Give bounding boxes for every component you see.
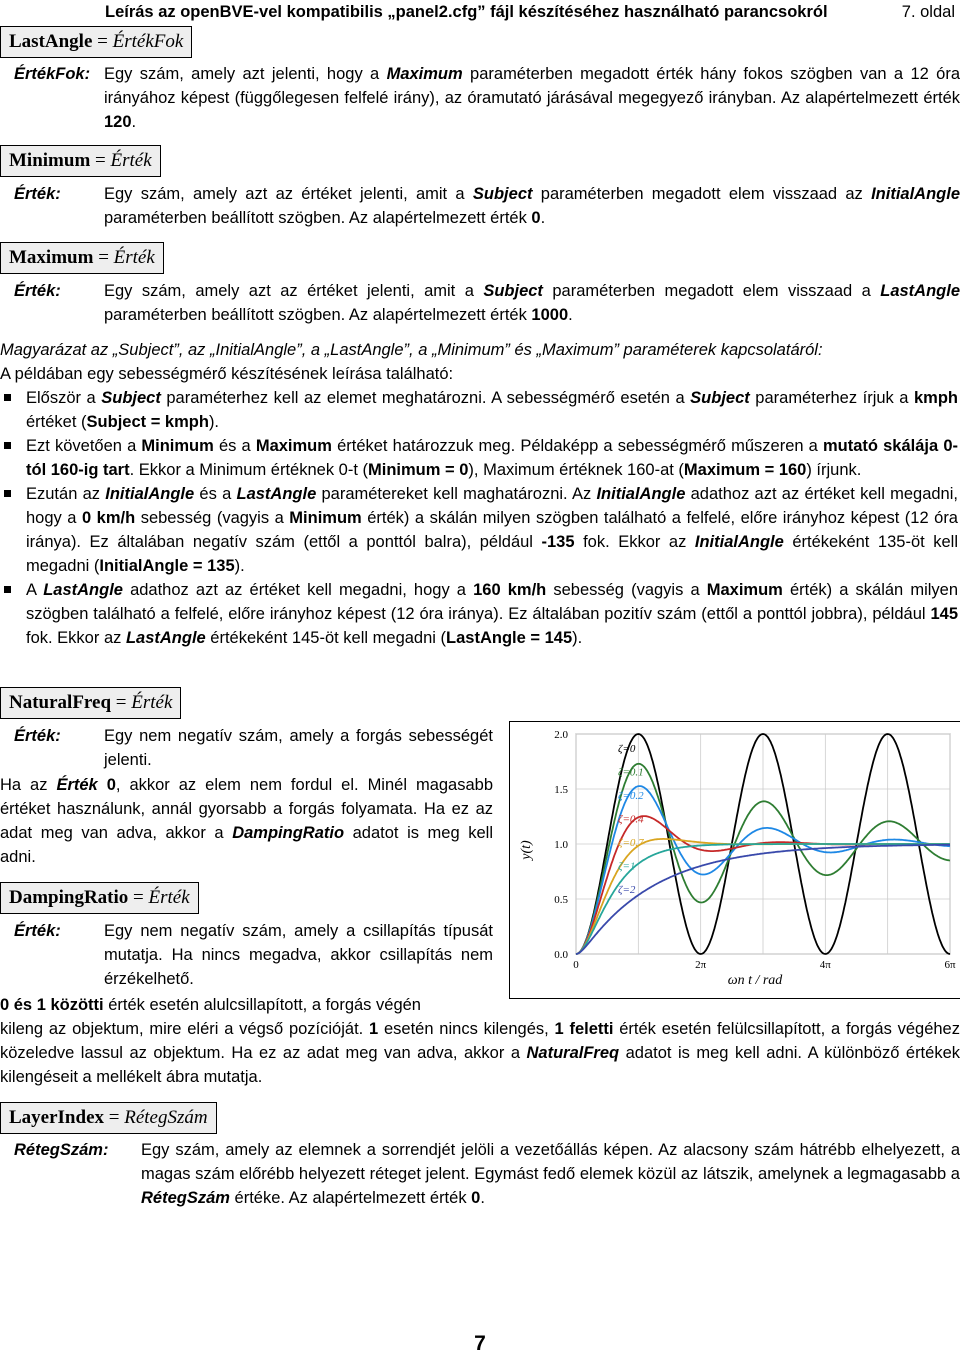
chart-ticks [554,729,956,971]
x-tick-label: 6π [944,959,956,971]
dampingratio-label: Érték: [14,922,61,940]
series-label: ζ=1 [618,860,636,873]
maximum-heading: Maximum = Érték [0,242,164,274]
naturalfreq-para: Ha az Érték 0, akkor az elem nem fordul el. Minél magasabb értéket használunk, annál gyorsabb a forgás folyamata. Ha ez az adat meg van adva, akkor a DampingRatio adatot is meg kell adni. [0,776,494,866]
chart-series-labels [618,743,644,896]
naturalfreq-desc: Egy nem negatív szám, amely a forgás sebességét jelenti. [104,727,493,769]
lastangle-desc: Egy szám, amely azt jelenti, hogy a Maximum paraméterben megadott érték hány fokos szögben van a 12 óra irányához képest (függőlegesen felfelé irány), az óramutató járásával megegyező irányban. Az alapértelmezett érték 120. [104,65,960,131]
x-tick-label: 4π [819,959,831,971]
minimum-label: Érték: [14,185,61,203]
chart-xlabel: ωn t / rad [727,973,783,988]
dampingratio-para-2: kileng az objektum, mire eléri a végső pozícióját. 1 esetén nincs kilengés, 1 feletti érték esetén felülcsillapított, a forgás végéhez közeledve lassul az objektum. Ha ez az adat meg van adva, akkor a NaturalFreq adatot is meg kell adni. A különböző értékek kilengéseit a mellékelt ábra mutatja. [0,1020,960,1086]
list-item: A LastAngle adathoz azt az értéket kell megadni, hogy a 160 km/h sebesség (vagyis a Maximum érték) a skálán milyen szögben található a felfelé, előre irányhoz képest (12 óra iránya). Ez általában pozitív szám (ettől a ponttól jobbra), például 145 fok. Ekkor az LastAngle értékeként 145-öt kell megadni (LastAngle = 145). [0,578,958,650]
x-tick-label: 0 [573,959,579,971]
maximum-desc: Egy szám, amely azt az értéket jelenti, amit a Subject paraméterben megadott elem visszaad a LastAngle paraméterben beállított szögben. Az alapértelmezett érték 1000. [104,282,960,324]
explain-title: Magyarázat az „Subject”, az „InitialAngle”, a „LastAngle”, a „Minimum” és „Maximum” paraméterek kapcsolatáról: [0,341,823,359]
y-tick-label: 1.0 [554,839,568,851]
lastangle-label: ÉrtékFok: [14,65,91,83]
list-item: Először a Subject paraméterhez kell az elemet meghatározni. A sebességmérő esetén a Subject paraméterhez írjuk a kmph értéket (Subject = kmph). [0,386,958,434]
dampingratio-para-1: 0 és 1 közötti érték esetén alulcsillapított, a forgás végén [0,996,421,1014]
y-tick-label: 1.5 [554,784,568,796]
minimum-desc: Egy szám, amely azt az értéket jelenti, amit a Subject paraméterben megadott elem visszaad az InitialAngle paraméterben beállított szögben. Az alapértelmezett érték 0. [104,185,960,227]
naturalfreq-label: Érték: [14,727,61,745]
explain-list [0,386,958,650]
series-label: ζ=0.7 [618,837,644,849]
page-header [105,0,955,24]
header-title: Leírás az openBVE-vel kompatibilis „panel2.cfg” fájl készítéséhez használható parancsokról [105,3,828,21]
layerindex-heading: LayerIndex = RétegSzám [0,1102,217,1134]
naturalfreq-heading: NaturalFreq = Érték [0,687,181,719]
lastangle-heading: LastAngle = ÉrtékFok [0,26,192,58]
list-item: Ezt követően a Minimum és a Maximum értéket határozzuk meg. Példaképp a sebességmérő műszeren a mutató skálája 0-tól 160-ig tart. Ekkor a Minimum értéknek 0-t (Minimum = 0), Maximum értéknek 160-at (Maximum = 160) írjunk. [0,434,958,482]
dampingratio-desc: Egy nem negatív szám, amely a csillapítás típusát mutatja. Ha nincs megadva, akkor csillapítás nem érzékelhető. [104,922,493,988]
list-item: Ezután az InitialAngle és a LastAngle paramétereket kell maghatározni. Az InitialAngle adathoz azt az értéket kell megadni, hogy a 0 km/h sebesség (vagyis a Minimum érték) a skálán milyen szögben található a felfelé, előre irányhoz képest (12 óra iránya). Ez általában negatív szám (ettől a ponttól balra), például -135 fok. Ekkor az InitialAngle értékeként 135-öt kell megadni (InitialAngle = 135). [0,482,958,578]
layerindex-label: RétegSzám: [14,1141,109,1159]
x-tick-label: 2π [695,959,707,971]
chart-ylabel: y(t) [519,840,534,860]
y-tick-label: 2.0 [554,729,568,741]
header-page: 7. oldal [901,3,955,21]
series-label: ζ=0.4 [618,813,644,826]
series-label: ζ=0.2 [618,790,644,802]
series-label: ζ=0.1 [618,766,644,779]
page-number: 7 [474,1332,486,1355]
maximum-label: Érték: [14,282,61,300]
y-tick-label: 0.5 [554,894,568,906]
damping-chart [509,721,960,999]
series-label: ζ=0 [618,743,636,755]
y-tick-label: 0.0 [554,949,568,961]
minimum-heading: Minimum = Érték [0,145,161,177]
dampingratio-heading: DampingRatio = Érték [0,882,199,914]
series-label: ζ=2 [618,884,636,896]
layerindex-desc: Egy szám, amely az elemnek a sorrendjét jelöli a vezetőállás képen. Az alacsony szám hátrébb elhelyezett, a magas szám előrébb helyezett réteget jelent. Egymást fedő elemek közül az látszik, amelynek a legmagasabb a RétegSzám értéke. Az alapértelmezett érték 0. [141,1141,960,1207]
damping-chart-svg [510,722,960,998]
explain-intro: A példában egy sebességmérő készítésének leírása található: [0,365,454,383]
